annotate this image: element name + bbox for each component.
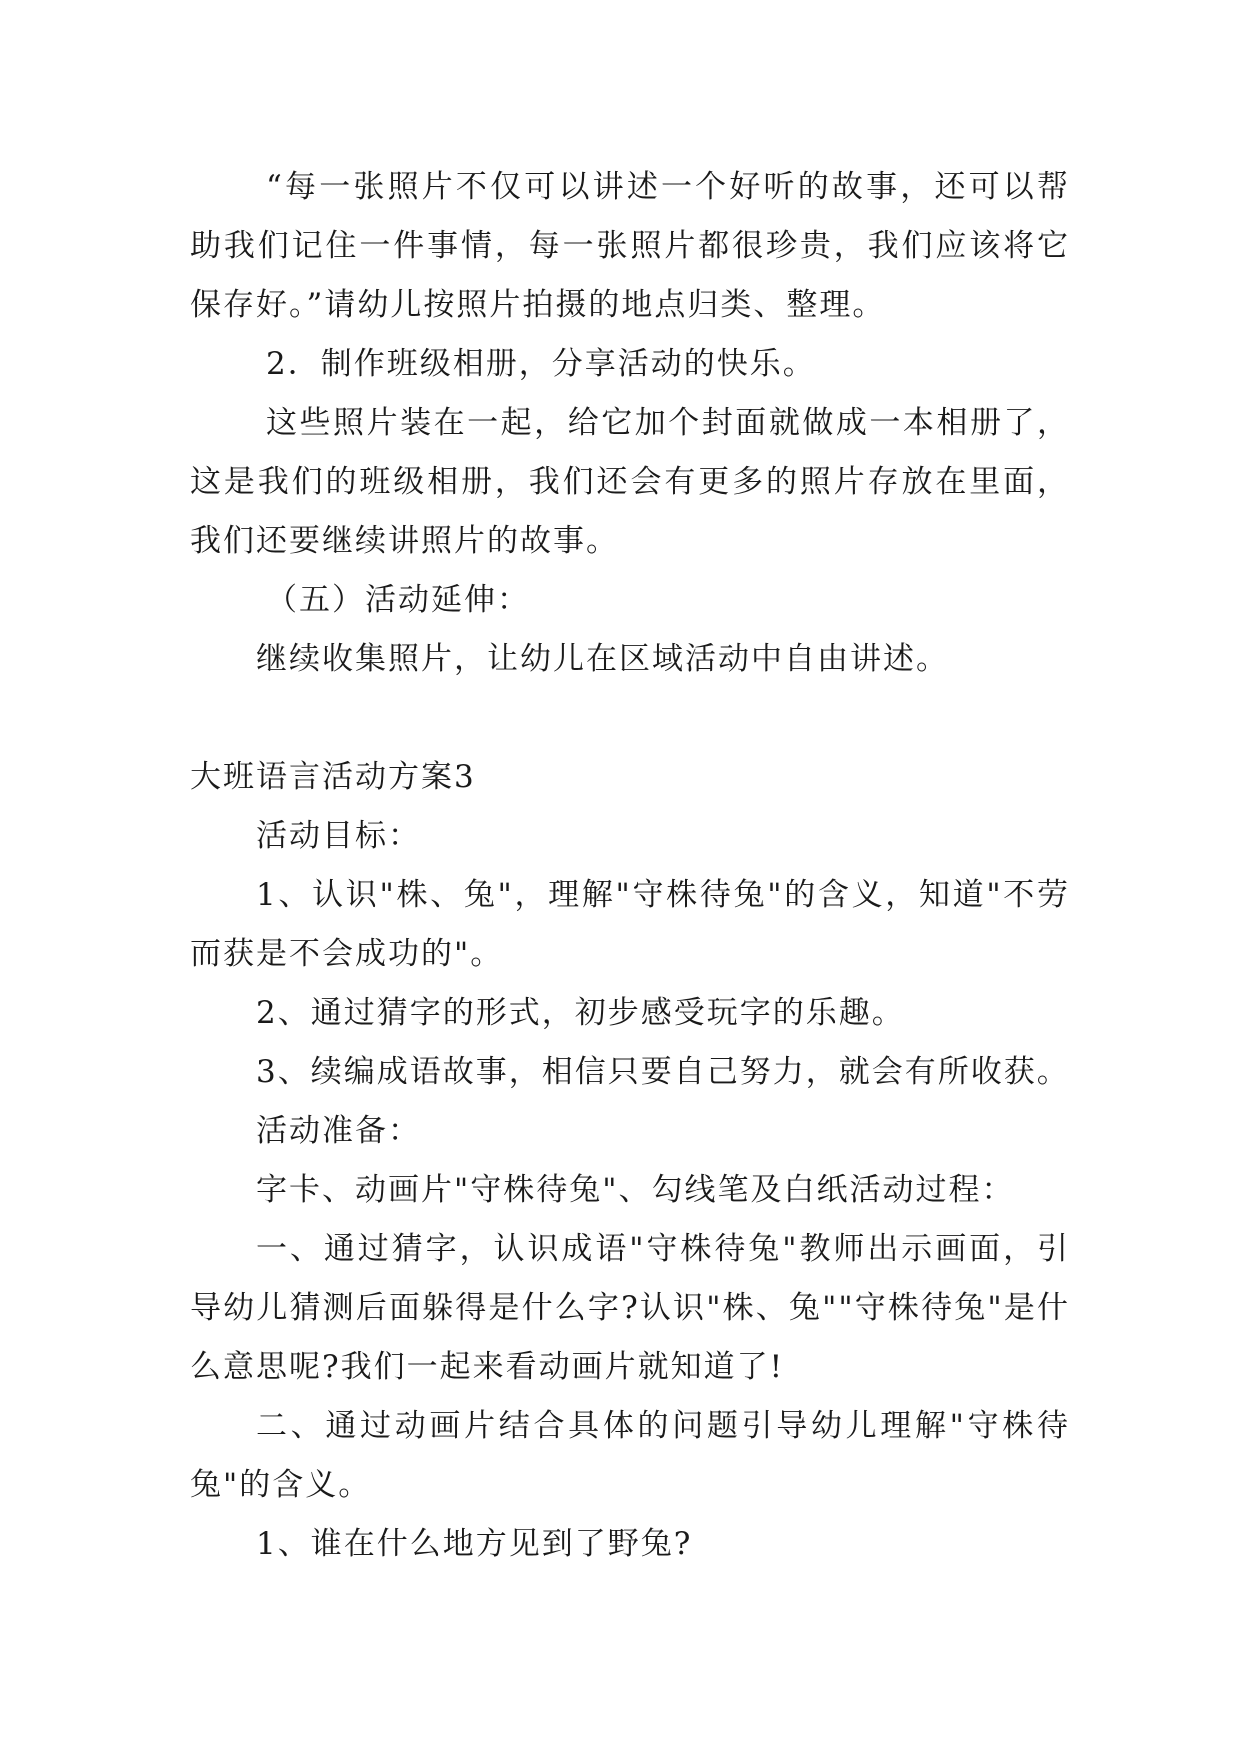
paragraph-preparation-label: 活动准备： <box>256 1113 421 1149</box>
paragraph-make-album: 2．制作班级相册，分享活动的快乐。 <box>266 346 816 382</box>
paragraph-photo-story: “每一张照片不仅可以讲述一个好听的故事，还可以帮助我们记住一件事情，每一张照片都很珍贵，我们应该将它保存好。”请幼儿按照片拍摄的地点归类、整理。 <box>190 169 1070 323</box>
paragraph-step-2: 二、通过动画片结合具体的问题引导幼儿理解"守株待兔"的含义。 <box>190 1408 1070 1503</box>
paragraph-step-1: 一、通过猜字，认识成语"守株待兔"教师出示画面，引导幼儿猜测后面躲得是什么字?认识"株、兔""守株待兔"是什么意思呢?我们一起来看动画片就知道了! <box>190 1231 1070 1385</box>
paragraph-goal-1: 1、认识"株、兔"，理解"守株待兔"的含义，知道"不劳而获是不会成功的"。 <box>190 877 1070 972</box>
paragraph-class-album: 这些照片装在一起，给它加个封面就做成一本相册了，这是我们的班级相册，我们还会有更多的照片存放在里面，我们还要继续讲照片的故事。 <box>190 405 1070 559</box>
paragraph-goals-label: 活动目标： <box>256 818 421 854</box>
section-title: 大班语言活动方案3 <box>190 759 476 795</box>
paragraph-question-1: 1、谁在什么地方见到了野兔? <box>256 1526 693 1562</box>
paragraph-activity-extension: （五）活动延伸： <box>266 582 530 618</box>
paragraph-goal-2: 2、通过猜字的形式，初步感受玩字的乐趣。 <box>256 995 905 1031</box>
document-body <box>190 158 1070 1574</box>
paragraph-materials: 字卡、动画片"守株待兔"、勾线笔及白纸活动过程： <box>256 1172 1015 1208</box>
paragraph-goal-3: 3、续编成语故事，相信只要自己努力，就会有所收获。 <box>256 1054 1070 1090</box>
paragraph-collect-photos: 继续收集照片，让幼儿在区域活动中自由讲述。 <box>256 641 949 677</box>
